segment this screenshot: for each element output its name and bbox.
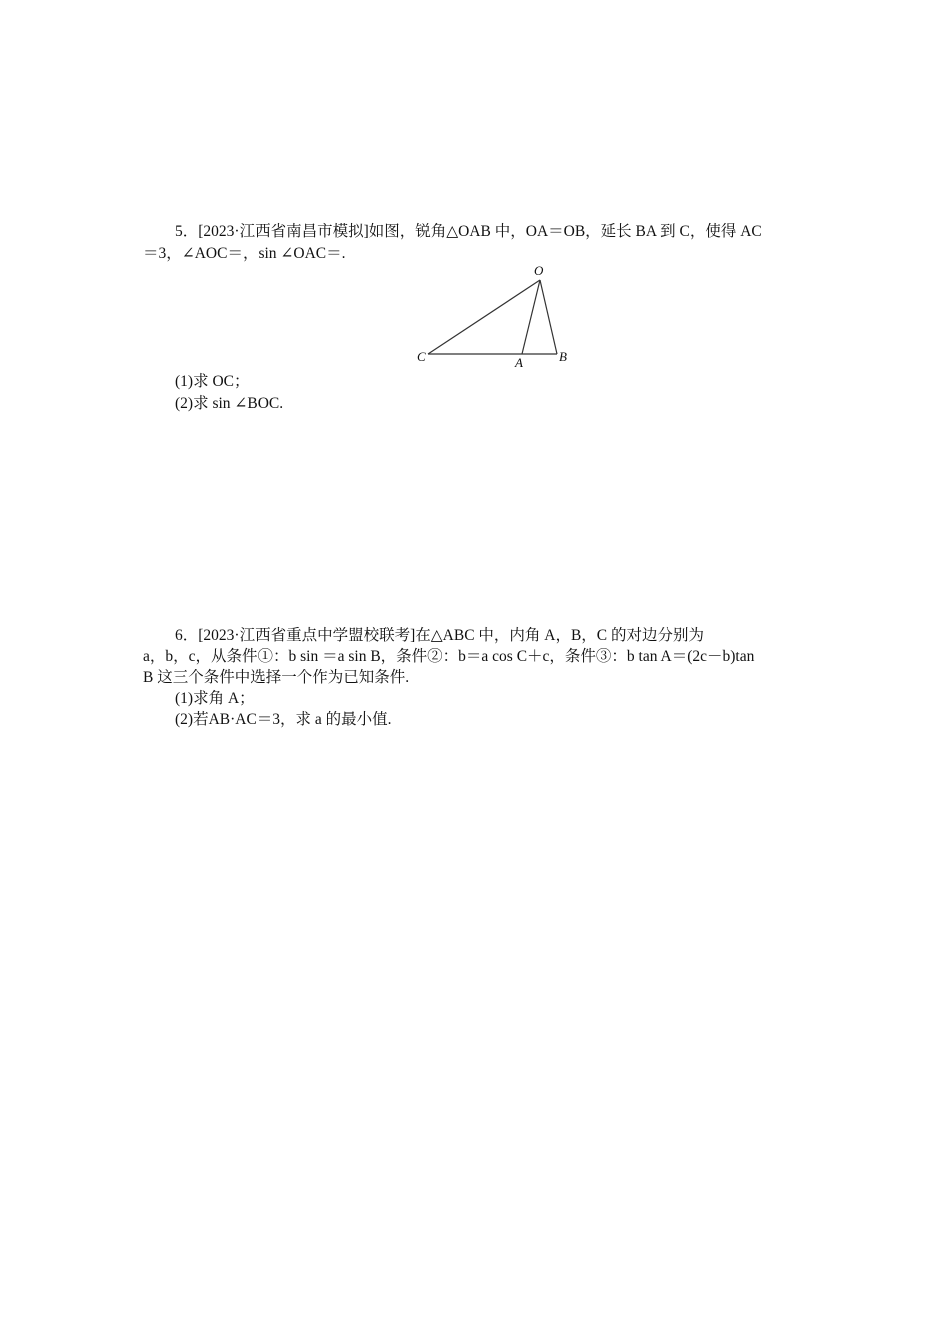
segment-oc [428, 280, 540, 354]
problem-6-line-3: B 这三个条件中选择一个作为已知条件. [143, 669, 410, 686]
problem-6-part-1: (1)求角 A； [175, 690, 255, 707]
problem-6-line-2: a，b，c，从条件①：b sin ＝a sin B，条件②：b＝a cos C＋c，条件③：b tan A＝(2c－b)tan [143, 648, 755, 665]
triangle-diagram [412, 262, 584, 370]
label-a: A [515, 355, 523, 370]
problem-5-line-1: 5．[2023·江西省南昌市模拟]如图，锐角△OAB 中，OA＝OB，延长 BA 到 C，使得 AC [175, 223, 762, 240]
segment-ob [540, 280, 557, 354]
problem-5-part-2: (2)求 sin ∠BOC. [175, 395, 284, 412]
label-c: C [417, 349, 426, 364]
problem-5-part-1: (1)求 OC； [175, 373, 250, 390]
triangle-figure [412, 262, 584, 370]
label-b: B [559, 349, 567, 364]
problem-6-part-2: (2)若AB·AC＝3，求 a 的最小值. [175, 711, 392, 728]
problem-5-line-2: ＝3，∠AOC＝，sin ∠OAC＝. [143, 245, 346, 262]
segment-oa [522, 280, 540, 354]
label-o: O [534, 263, 544, 278]
problem-6-line-1: 6．[2023·江西省重点中学盟校联考]在△ABC 中，内角 A，B，C 的对边分别为 [175, 627, 705, 644]
